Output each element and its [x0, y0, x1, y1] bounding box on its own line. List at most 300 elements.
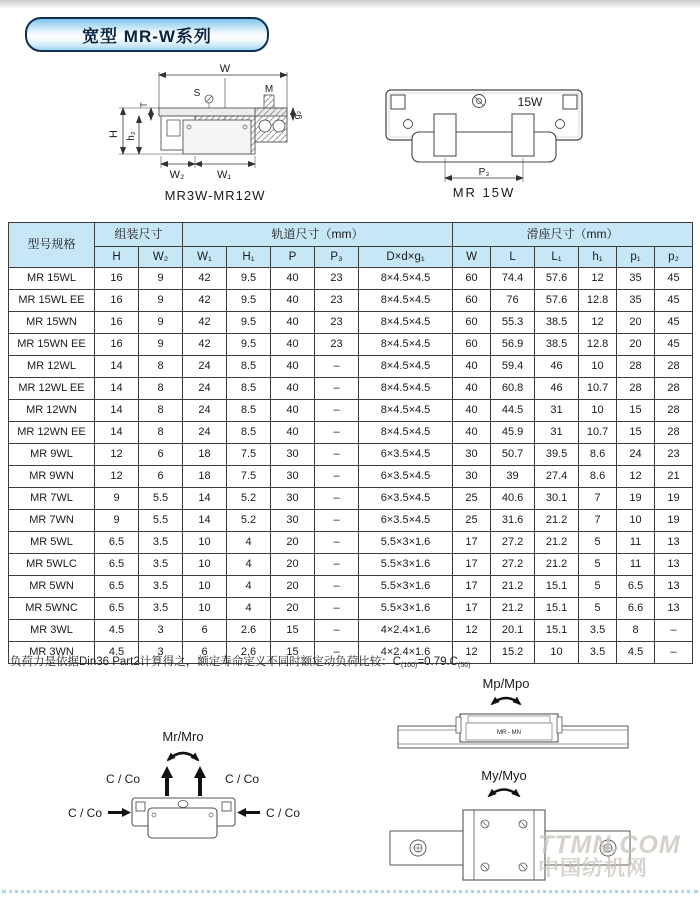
bottom-dotted-divider — [2, 890, 698, 893]
value-cell: 3.5 — [579, 642, 617, 664]
value-cell: 21.2 — [535, 532, 579, 554]
value-cell: 39 — [491, 466, 535, 488]
value-cell: 40 — [453, 400, 491, 422]
label-M: M — [264, 84, 274, 95]
value-cell: 6.5 — [95, 554, 139, 576]
value-cell: 3.5 — [139, 554, 183, 576]
value-cell: 40 — [271, 378, 315, 400]
value-cell: – — [315, 510, 359, 532]
value-cell: 3.5 — [579, 620, 617, 642]
value-cell: 44.5 — [491, 400, 535, 422]
value-cell: 38.5 — [535, 334, 579, 356]
value-cell: 23 — [315, 290, 359, 312]
value-cell: 17 — [453, 554, 491, 576]
value-cell: 3 — [139, 642, 183, 664]
watermark-line1: TTMN.COM — [538, 831, 681, 859]
value-cell: 8.5 — [227, 422, 271, 444]
value-cell: 12.8 — [579, 290, 617, 312]
col-P3: P₃ — [315, 247, 359, 268]
model-cell: MR 5WLC — [9, 554, 95, 576]
table-row — [9, 378, 693, 400]
footnote: 负荷力是依据Din36 Part2计算得之，额定寿命定义不同时额定动负荷比较：C(100)=0.79.C(50) — [10, 656, 471, 669]
value-cell: 40 — [271, 422, 315, 444]
col-H1: H₁ — [227, 247, 271, 268]
value-cell: 46 — [535, 378, 579, 400]
value-cell: 19 — [617, 488, 655, 510]
value-cell: 57.6 — [535, 290, 579, 312]
value-cell: 13 — [655, 532, 693, 554]
value-cell: 12.8 — [579, 334, 617, 356]
label-W2: W₂ — [169, 169, 185, 181]
label-my: My/Myo — [481, 768, 527, 783]
value-cell: 20 — [271, 598, 315, 620]
value-cell: 16 — [95, 312, 139, 334]
model-cell: MR 15WL EE — [9, 290, 95, 312]
watermark-line2: 中国纺机网 — [538, 857, 648, 880]
model-cell: MR 12WN — [9, 400, 95, 422]
label-h2: h₂ — [126, 131, 137, 141]
header-rail: 轨道尺寸（mm） — [183, 223, 453, 247]
value-cell: 39.5 — [535, 444, 579, 466]
value-cell: 40 — [271, 400, 315, 422]
value-cell: 4.5 — [95, 620, 139, 642]
model-cell: MR 9WL — [9, 444, 95, 466]
value-cell: 5 — [579, 532, 617, 554]
value-cell: 15 — [271, 620, 315, 642]
table-row — [9, 466, 693, 488]
value-cell: 28 — [617, 378, 655, 400]
value-cell: 6×3.5×4.5 — [359, 510, 453, 532]
col-p1: p₁ — [617, 247, 655, 268]
value-cell: 40 — [453, 356, 491, 378]
value-cell: 60 — [453, 290, 491, 312]
value-cell: 20 — [617, 334, 655, 356]
spec-table — [8, 222, 693, 664]
value-cell: 15.1 — [535, 576, 579, 598]
model-cell: MR 12WL — [9, 356, 95, 378]
value-cell: 16 — [95, 290, 139, 312]
table-row — [9, 598, 693, 620]
value-cell: – — [315, 620, 359, 642]
value-cell: – — [315, 576, 359, 598]
value-cell: 17 — [453, 576, 491, 598]
value-cell: 23 — [315, 334, 359, 356]
value-cell: 2.6 — [227, 620, 271, 642]
value-cell: 10 — [579, 400, 617, 422]
value-cell: 14 — [183, 510, 227, 532]
value-cell: – — [315, 356, 359, 378]
top-view-diagram — [378, 84, 590, 202]
table-row — [9, 400, 693, 422]
value-cell: 15.2 — [491, 642, 535, 664]
value-cell: 9.5 — [227, 334, 271, 356]
value-cell: 11 — [617, 554, 655, 576]
table-row — [9, 422, 693, 444]
value-cell: 9 — [139, 334, 183, 356]
table-row — [9, 444, 693, 466]
value-cell: 24 — [617, 444, 655, 466]
value-cell: – — [315, 466, 359, 488]
value-cell: 4×2.4×1.6 — [359, 642, 453, 664]
table-group-header-row — [9, 223, 693, 247]
value-cell: 8.5 — [227, 378, 271, 400]
ball-icon — [273, 120, 285, 132]
value-cell: 7.5 — [227, 444, 271, 466]
value-cell: 16 — [95, 268, 139, 290]
value-cell: 5.5×3×1.6 — [359, 532, 453, 554]
spec-table-body — [9, 268, 693, 664]
value-cell: 17 — [453, 598, 491, 620]
mr-arc-arrow — [168, 753, 198, 760]
value-cell: 31 — [535, 422, 579, 444]
my-arc-arrow — [489, 790, 519, 797]
value-cell: 12 — [617, 466, 655, 488]
value-cell: 5 — [579, 576, 617, 598]
value-cell: 10 — [535, 642, 579, 664]
value-cell: 5.5×3×1.6 — [359, 576, 453, 598]
value-cell: 23 — [655, 444, 693, 466]
table-row — [9, 356, 693, 378]
value-cell: 8 — [139, 400, 183, 422]
value-cell: 74.4 — [491, 268, 535, 290]
value-cell: 42 — [183, 290, 227, 312]
value-cell: 11 — [617, 532, 655, 554]
table-row — [9, 576, 693, 598]
cross-section-caption: MR3W-MR12W — [164, 188, 266, 203]
table-row — [9, 532, 693, 554]
value-cell: 28 — [655, 356, 693, 378]
value-cell: 35 — [617, 290, 655, 312]
value-cell: 27.4 — [535, 466, 579, 488]
value-cell: 40 — [453, 422, 491, 444]
header-model: 型号规格 — [9, 223, 95, 268]
value-cell: 6.5 — [95, 576, 139, 598]
value-cell: 6 — [139, 466, 183, 488]
value-cell: 20 — [271, 554, 315, 576]
label-c-up-left: C / Co — [105, 772, 140, 786]
value-cell: 30 — [271, 466, 315, 488]
value-cell: 8×4.5×4.5 — [359, 422, 453, 444]
value-cell: 14 — [95, 400, 139, 422]
value-cell: 8.5 — [227, 400, 271, 422]
page-title — [25, 17, 269, 52]
label-c-side-left: C / Co — [67, 806, 102, 820]
value-cell: 20.1 — [491, 620, 535, 642]
col-W: W — [453, 247, 491, 268]
load-direction-diagram — [52, 726, 327, 864]
value-cell: 4 — [227, 532, 271, 554]
value-cell: 12 — [95, 444, 139, 466]
label-T: T — [139, 102, 149, 108]
value-cell: 30 — [271, 444, 315, 466]
value-cell: 6×3.5×4.5 — [359, 444, 453, 466]
value-cell: 16 — [95, 334, 139, 356]
value-cell: 31 — [535, 400, 579, 422]
table-row — [9, 488, 693, 510]
value-cell: 30 — [453, 466, 491, 488]
col-h1: h₁ — [579, 247, 617, 268]
value-cell: 12 — [579, 268, 617, 290]
value-cell: 8×4.5×4.5 — [359, 334, 453, 356]
rail-marking: 15W — [517, 95, 543, 109]
value-cell: 9 — [139, 312, 183, 334]
value-cell: 60 — [453, 268, 491, 290]
value-cell: 50.7 — [491, 444, 535, 466]
up-arrow — [194, 766, 206, 796]
value-cell: 5.5 — [139, 510, 183, 532]
value-cell: 57.6 — [535, 268, 579, 290]
rail-end-view — [148, 808, 217, 838]
value-cell: 8.6 — [579, 466, 617, 488]
table-row — [9, 268, 693, 290]
value-cell: – — [655, 620, 693, 642]
footnote-text: 负荷力是依据Din36 Part2计算得之，额定寿命定义不同时额定动负荷比较： — [10, 656, 393, 668]
top-gradient-band — [0, 0, 700, 10]
value-cell: 12 — [95, 466, 139, 488]
value-cell: 5.2 — [227, 510, 271, 532]
header-carriage: 滑座尺寸（mm） — [453, 223, 693, 247]
value-cell: 15 — [617, 400, 655, 422]
value-cell: 15 — [617, 422, 655, 444]
up-arrow — [161, 766, 173, 796]
value-cell: 28 — [617, 356, 655, 378]
value-cell: 8 — [139, 422, 183, 444]
value-cell: 31.6 — [491, 510, 535, 532]
cross-section-diagram — [95, 62, 330, 212]
value-cell: 6 — [139, 444, 183, 466]
model-cell: MR 12WN EE — [9, 422, 95, 444]
value-cell: 10.7 — [579, 378, 617, 400]
mp-arc-arrow — [492, 698, 520, 704]
value-cell: 24 — [183, 378, 227, 400]
value-cell: 45 — [655, 334, 693, 356]
value-cell: 15 — [271, 642, 315, 664]
value-cell: 60 — [453, 334, 491, 356]
value-cell: 60.8 — [491, 378, 535, 400]
value-cell: 30.1 — [535, 488, 579, 510]
value-cell: 3.5 — [139, 532, 183, 554]
table-row — [9, 554, 693, 576]
value-cell: 3.5 — [139, 598, 183, 620]
value-cell: 14 — [95, 378, 139, 400]
value-cell: 24 — [183, 422, 227, 444]
value-cell: 10 — [183, 576, 227, 598]
value-cell: 60 — [453, 312, 491, 334]
table-row — [9, 620, 693, 642]
value-cell: 10 — [579, 356, 617, 378]
value-cell: 40 — [271, 290, 315, 312]
value-cell: 4 — [227, 554, 271, 576]
value-cell: 3.5 — [139, 576, 183, 598]
side-arrow-left — [108, 808, 131, 817]
value-cell: 5 — [579, 598, 617, 620]
value-cell: 40 — [271, 334, 315, 356]
value-cell: 21.2 — [491, 576, 535, 598]
label-W: W — [219, 63, 231, 75]
col-p2: p₂ — [655, 247, 693, 268]
label-W1: W₁ — [216, 169, 232, 181]
value-cell: 30 — [271, 510, 315, 532]
mount-hole — [556, 120, 565, 129]
value-cell: 20 — [617, 312, 655, 334]
model-cell: MR 7WL — [9, 488, 95, 510]
value-cell: 18 — [183, 444, 227, 466]
value-cell: 8.5 — [227, 356, 271, 378]
value-cell: 23 — [315, 312, 359, 334]
value-cell: 15.1 — [535, 620, 579, 642]
value-cell: 8 — [617, 620, 655, 642]
value-cell: 9 — [139, 268, 183, 290]
value-cell: 4 — [227, 576, 271, 598]
value-cell: 12 — [453, 642, 491, 664]
value-cell: 27.2 — [491, 554, 535, 576]
table-row — [9, 510, 693, 532]
ball-icon — [259, 120, 271, 132]
value-cell: 6×3.5×4.5 — [359, 488, 453, 510]
value-cell: 8×4.5×4.5 — [359, 268, 453, 290]
value-cell: 21 — [655, 466, 693, 488]
value-cell: 8 — [139, 356, 183, 378]
model-cell: MR 15WN — [9, 312, 95, 334]
model-cell: MR 9WN — [9, 466, 95, 488]
value-cell: – — [315, 532, 359, 554]
value-cell: 9 — [95, 488, 139, 510]
label-c-up-right: C / Co — [225, 772, 260, 786]
value-cell: 12 — [453, 620, 491, 642]
side-arrow-right — [237, 808, 260, 817]
rail-leg — [434, 114, 456, 156]
value-cell: 8×4.5×4.5 — [359, 378, 453, 400]
value-cell: 45 — [655, 312, 693, 334]
label-mr: Mr/Mro — [162, 729, 204, 744]
value-cell: 6.5 — [95, 532, 139, 554]
rail-leg — [512, 114, 534, 156]
label-mp: Mp/Mpo — [482, 676, 530, 691]
value-cell: – — [315, 488, 359, 510]
model-cell: MR 15WL — [9, 268, 95, 290]
value-cell: 8×4.5×4.5 — [359, 312, 453, 334]
value-cell: 9 — [95, 510, 139, 532]
moment-diagrams — [378, 676, 698, 888]
value-cell: 9.5 — [227, 290, 271, 312]
value-cell: – — [315, 444, 359, 466]
value-cell: 38.5 — [535, 312, 579, 334]
value-cell: 14 — [183, 488, 227, 510]
table-sub-header-row — [9, 247, 693, 268]
value-cell: 9.5 — [227, 268, 271, 290]
value-cell: 45 — [655, 268, 693, 290]
value-cell: 21.2 — [535, 554, 579, 576]
value-cell: 6 — [183, 620, 227, 642]
value-cell: 17 — [453, 532, 491, 554]
value-cell: 5.5 — [139, 488, 183, 510]
value-cell: 42 — [183, 334, 227, 356]
value-cell: 4.5 — [617, 642, 655, 664]
value-cell: 8×4.5×4.5 — [359, 356, 453, 378]
value-cell: – — [315, 422, 359, 444]
rail-block — [183, 120, 251, 154]
model-cell: MR 12WL EE — [9, 378, 95, 400]
value-cell: – — [315, 598, 359, 620]
model-cell: MR 15WN EE — [9, 334, 95, 356]
value-cell: 14 — [95, 422, 139, 444]
value-cell: 10 — [183, 598, 227, 620]
corner-block — [391, 95, 405, 109]
col-W1: W₁ — [183, 247, 227, 268]
value-cell: 4×2.4×1.6 — [359, 620, 453, 642]
value-cell: 25 — [453, 488, 491, 510]
value-cell: 3 — [139, 620, 183, 642]
label-P3: P₃ — [478, 167, 490, 178]
table-row — [9, 312, 693, 334]
table-row — [9, 290, 693, 312]
model-cell: MR 3WL — [9, 620, 95, 642]
value-cell: – — [315, 400, 359, 422]
value-cell: 20 — [271, 576, 315, 598]
value-cell: 10 — [183, 532, 227, 554]
model-cell: MR 7WN — [9, 510, 95, 532]
value-cell: 4 — [227, 598, 271, 620]
value-cell: 7.5 — [227, 466, 271, 488]
label-c-side-right: C / Co — [266, 806, 301, 820]
model-cell: MR 5WNC — [9, 598, 95, 620]
value-cell: – — [315, 378, 359, 400]
value-cell: 6 — [183, 642, 227, 664]
value-cell: 2.6 — [227, 642, 271, 664]
value-cell: 6.6 — [617, 598, 655, 620]
value-cell: 6.5 — [617, 576, 655, 598]
col-P: P — [271, 247, 315, 268]
value-cell: 10.7 — [579, 422, 617, 444]
value-cell: 6.5 — [95, 598, 139, 620]
value-cell: 56.9 — [491, 334, 535, 356]
value-cell: 23 — [315, 268, 359, 290]
col-L1: L₁ — [535, 247, 579, 268]
value-cell: 9 — [139, 290, 183, 312]
value-cell: 8×4.5×4.5 — [359, 290, 453, 312]
value-cell: 55.3 — [491, 312, 535, 334]
value-cell: 13 — [655, 576, 693, 598]
value-cell: 45.9 — [491, 422, 535, 444]
value-cell: 12 — [579, 312, 617, 334]
value-cell: 7 — [579, 488, 617, 510]
value-cell: 5 — [579, 554, 617, 576]
value-cell: 8×4.5×4.5 — [359, 400, 453, 422]
col-Ddg1: D×d×g₁ — [359, 247, 453, 268]
value-cell: 19 — [655, 510, 693, 532]
value-cell: 21.2 — [491, 598, 535, 620]
value-cell: 40 — [271, 312, 315, 334]
corner-block — [563, 95, 577, 109]
value-cell: 40.6 — [491, 488, 535, 510]
value-cell: 25 — [453, 510, 491, 532]
value-cell: 28 — [655, 422, 693, 444]
mount-hole — [404, 120, 413, 129]
col-L: L — [491, 247, 535, 268]
value-cell: 8.6 — [579, 444, 617, 466]
header-assembly: 组装尺寸 — [95, 223, 183, 247]
value-cell: 30 — [453, 444, 491, 466]
top-view-caption: MR 15W — [452, 185, 516, 200]
value-cell: 10 — [183, 554, 227, 576]
value-cell: 27.2 — [491, 532, 535, 554]
value-cell: 42 — [183, 312, 227, 334]
value-cell: 40 — [271, 268, 315, 290]
value-cell: 15.1 — [535, 598, 579, 620]
label-H: H — [108, 130, 120, 138]
col-H: H — [95, 247, 139, 268]
value-cell: 5.5×3×1.6 — [359, 598, 453, 620]
